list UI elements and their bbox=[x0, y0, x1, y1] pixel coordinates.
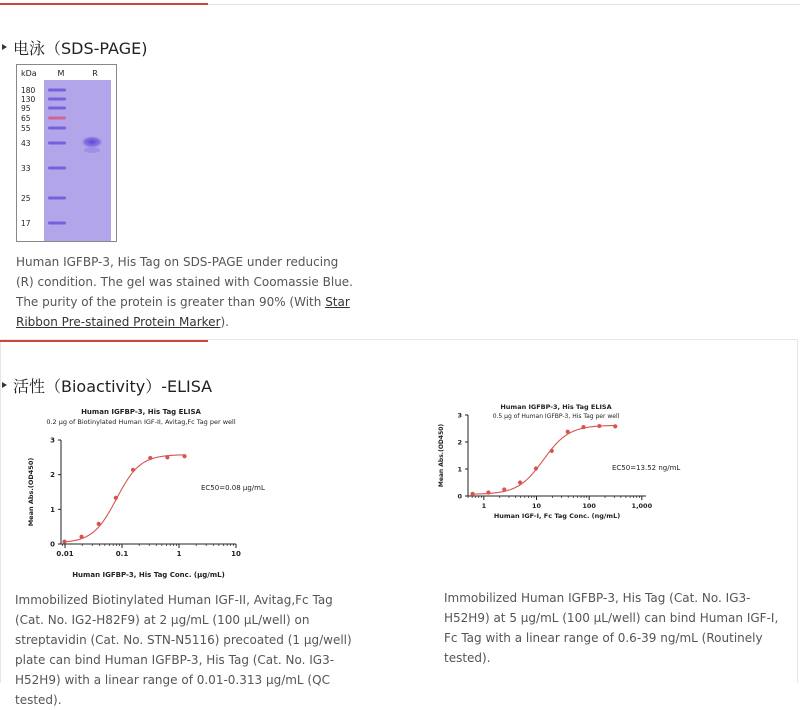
data-point bbox=[613, 424, 617, 428]
section-accent-bar bbox=[0, 3, 208, 5]
gel-sample-band bbox=[81, 136, 103, 148]
gel-marker-label: 17 bbox=[21, 219, 31, 228]
section-accent-bar bbox=[0, 340, 208, 342]
x-tick-label: 0.01 bbox=[56, 550, 74, 558]
bullet-triangle-icon bbox=[2, 44, 7, 50]
gel-lane-label-r: R bbox=[92, 69, 98, 78]
data-point bbox=[79, 535, 83, 539]
gel-image bbox=[16, 64, 117, 242]
data-point bbox=[486, 490, 490, 494]
data-point bbox=[131, 468, 135, 472]
gel-marker-label: 33 bbox=[21, 164, 31, 173]
gel-marker-band bbox=[48, 127, 66, 130]
y-tick-label: 3 bbox=[50, 436, 55, 445]
sds-page-section bbox=[0, 0, 798, 338]
y-tick-label: 0 bbox=[50, 540, 55, 549]
chart-title: Human IGFBP-3, His Tag ELISA bbox=[81, 408, 201, 416]
y-tick-label: 2 bbox=[50, 471, 55, 480]
chart-subtitle: 0.5 μg of Human IGFBP-3, His Tag per well bbox=[492, 413, 620, 420]
gel-marker-label: 130 bbox=[21, 95, 36, 104]
data-point bbox=[470, 492, 474, 496]
gel-marker-label: 180 bbox=[21, 86, 36, 95]
data-point bbox=[518, 480, 522, 484]
x-tick-label: 0.1 bbox=[115, 550, 129, 558]
y-tick-label: 3 bbox=[457, 411, 462, 420]
data-point bbox=[182, 454, 186, 458]
y-tick-label: 1 bbox=[50, 505, 55, 514]
chart-ec50-annotation: EC50=13.52 ng/mL bbox=[612, 464, 681, 472]
elisa-caption-2: Immobilized Human IGFBP-3, His Tag (Cat. No. IG3-H52H9) at 5 μg/mL (100 μL/well) can bind Human IGF-I, Fc Tag with a linear range of 0.6-39 ng/mL (Routinely tested). bbox=[444, 591, 779, 665]
bioactivity-title: 活性（Bioactivity）-ELISA bbox=[13, 377, 213, 396]
elisa-chart-1 bbox=[21, 402, 281, 582]
gel-marker-label: 55 bbox=[21, 124, 31, 133]
data-point bbox=[114, 496, 118, 500]
fit-curve bbox=[63, 455, 185, 542]
data-point bbox=[566, 430, 570, 434]
x-tick-label: 1,000 bbox=[631, 502, 653, 510]
chart-title: Human IGFBP-3, His Tag ELISA bbox=[500, 403, 612, 411]
gel-marker-band bbox=[48, 98, 66, 101]
x-tick-label: 1 bbox=[481, 502, 487, 510]
gel-marker-band bbox=[48, 197, 66, 200]
gel-lane-label-m: M bbox=[57, 69, 65, 78]
data-point bbox=[597, 424, 601, 428]
fit-curve bbox=[471, 425, 616, 494]
data-point bbox=[581, 425, 585, 429]
data-point bbox=[148, 456, 152, 460]
chart-ec50-annotation: EC50=0.08 μg/mL bbox=[201, 484, 265, 492]
gel-svg bbox=[17, 65, 116, 241]
x-tick-label: 100 bbox=[582, 502, 596, 510]
gel-marker-band bbox=[48, 117, 66, 120]
data-point bbox=[62, 539, 66, 543]
y-tick-label: 2 bbox=[457, 438, 462, 447]
x-tick-label: 10 bbox=[531, 502, 542, 510]
sds-page-title: 电泳（SDS-PAGE) bbox=[13, 39, 148, 58]
gel-marker-label: 25 bbox=[21, 194, 31, 203]
bioactivity-section bbox=[0, 339, 798, 707]
y-axis-label: Mean Abs.(OD450) bbox=[438, 423, 445, 488]
gel-unit-label: kDa bbox=[21, 69, 37, 78]
x-axis-label: Human IGF-I, Fc Tag Conc. (ng/mL) bbox=[493, 512, 621, 520]
gel-marker-label: 43 bbox=[21, 139, 31, 148]
bioactivity-heading bbox=[2, 374, 212, 397]
elisa-chart-2 bbox=[431, 402, 691, 552]
sds-page-caption: Human IGFBP-3, His Tag on SDS-PAGE under reducing (R) condition. The gel was stained with Coomassie Blue. The purity of the protein is greater than 90% (With Star Ribbon Pre-stained Protein Marker). bbox=[16, 255, 353, 329]
gel-marker-band bbox=[48, 89, 66, 92]
gel-marker-band bbox=[48, 222, 66, 225]
gel-marker-label: 65 bbox=[21, 114, 31, 123]
gel-marker-band bbox=[48, 167, 66, 170]
bullet-triangle-icon bbox=[2, 382, 7, 388]
gel-marker-band bbox=[48, 107, 66, 110]
x-axis-label: Human IGFBP-3, His Tag Conc. (μg/mL) bbox=[72, 571, 225, 579]
data-point bbox=[97, 522, 101, 526]
gel-marker-label: 95 bbox=[21, 104, 31, 113]
y-axis-label: Mean Abs.(OD450) bbox=[27, 457, 35, 527]
x-tick-label: 10 bbox=[231, 550, 241, 558]
sds-page-heading bbox=[2, 36, 147, 59]
data-point bbox=[534, 466, 538, 470]
x-tick-label: 1 bbox=[176, 550, 182, 558]
data-point bbox=[550, 449, 554, 453]
data-point bbox=[502, 487, 506, 491]
data-point bbox=[165, 455, 169, 459]
gel-marker-band bbox=[48, 142, 66, 145]
y-tick-label: 0 bbox=[457, 492, 462, 501]
elisa-caption-1: Immobilized Biotinylated Human IGF-II, Avitag,Fc Tag (Cat. No. IG2-H82F9) at 2 μg/mL (100 μL/well) on streptavidin (Cat. No. STN-N5116) precoated (1 μg/well) plate can bind Human IGFBP-3, His Tag (Cat. No. IG3-H52H9) with a linear range of 0.01-0.313 μg/mL (QC tested). bbox=[15, 593, 352, 707]
star-ribbon-marker-link[interactable]: Star Ribbon Pre-stained Protein Marker bbox=[16, 295, 350, 329]
y-tick-label: 1 bbox=[457, 465, 462, 474]
chart-subtitle: 0.2 μg of Biotinylated Human IGF-II, Avitag,Fc Tag per well bbox=[46, 418, 236, 426]
